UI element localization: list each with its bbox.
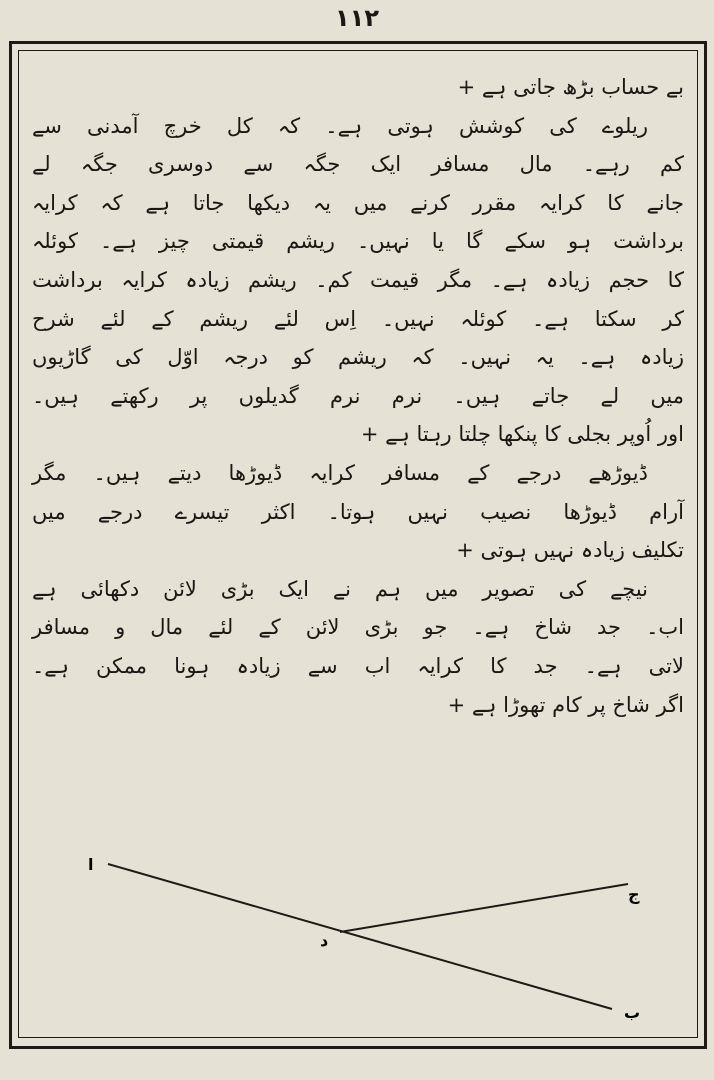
text-line: آرام ڈیوڑھا نصیب نہیں ہوتا۔ اکثر تیسرے درجے میں — [32, 499, 684, 524]
text-line: کم رہے۔ مال مسافر ایک جگہ سے دوسری جگہ لے — [32, 152, 684, 177]
label-d: د — [320, 931, 329, 950]
branch-line-j-d — [340, 884, 628, 932]
text-line: اگر شاخ پر کام تھوڑا ہے + — [447, 692, 684, 717]
text-line: زیادہ ہے۔ یہ نہیں۔ کہ ریشم کو درجہ اوّل کی گاڑیوں — [32, 345, 684, 370]
text-line: تکلیف زیادہ نہیں ہوتی + — [456, 538, 684, 563]
text-line: اور اُوپر بجلی کا پنکھا چلتا رہتا ہے + — [360, 422, 684, 447]
text-line: ڈیوڑھے درجے کے مسافر کرایہ ڈیوڑھا دیتے ہیں۔ مگر — [32, 460, 648, 485]
label-j: ج — [628, 885, 640, 904]
label-a: ا — [88, 855, 94, 874]
text-line: لاتی ہے۔ جد کا کرایہ اب سے زیادہ ہونا ممکن ہے۔ — [32, 653, 684, 678]
text-line: بے حساب بڑھ جاتی ہے + — [457, 75, 684, 99]
text-line: برداشت ہو سکے گا یا نہیں۔ ریشم قیمتی چیز ہے۔ کوئلہ — [32, 229, 684, 254]
text-line: کا حجم زیادہ ہے۔ مگر قیمت کم۔ ریشم زیادہ کرایہ برداشت — [32, 267, 684, 292]
text-line: اب۔ جد شاخ ہے۔ جو بڑی لائن کے لئے مال و مسافر — [32, 615, 684, 640]
text-line: نیچے کی تصویر میں ہم نے ایک بڑی لائن دکھائی ہے — [32, 576, 648, 601]
text-line: ریلوے کی کوشش ہوتی ہے۔ کہ کل خرچ آمدنی سے — [32, 113, 648, 138]
text-line: جانے کا کرایہ مقرر کرنے میں یہ دیکھا جاتا ہے کہ کرایہ — [32, 190, 684, 215]
page-number: ۱۱۲ — [335, 4, 379, 32]
label-b: ب — [624, 1003, 641, 1022]
text-line: میں لے جاتے ہیں۔ نرم نرم گدیلوں پر رکھتے ہیں۔ — [32, 383, 684, 408]
text-line: کر سکتا ہے۔ کوئلہ نہیں۔ اِس لئے ریشم کے لئے شرح — [32, 306, 684, 331]
main-line-a-b — [108, 864, 612, 1009]
